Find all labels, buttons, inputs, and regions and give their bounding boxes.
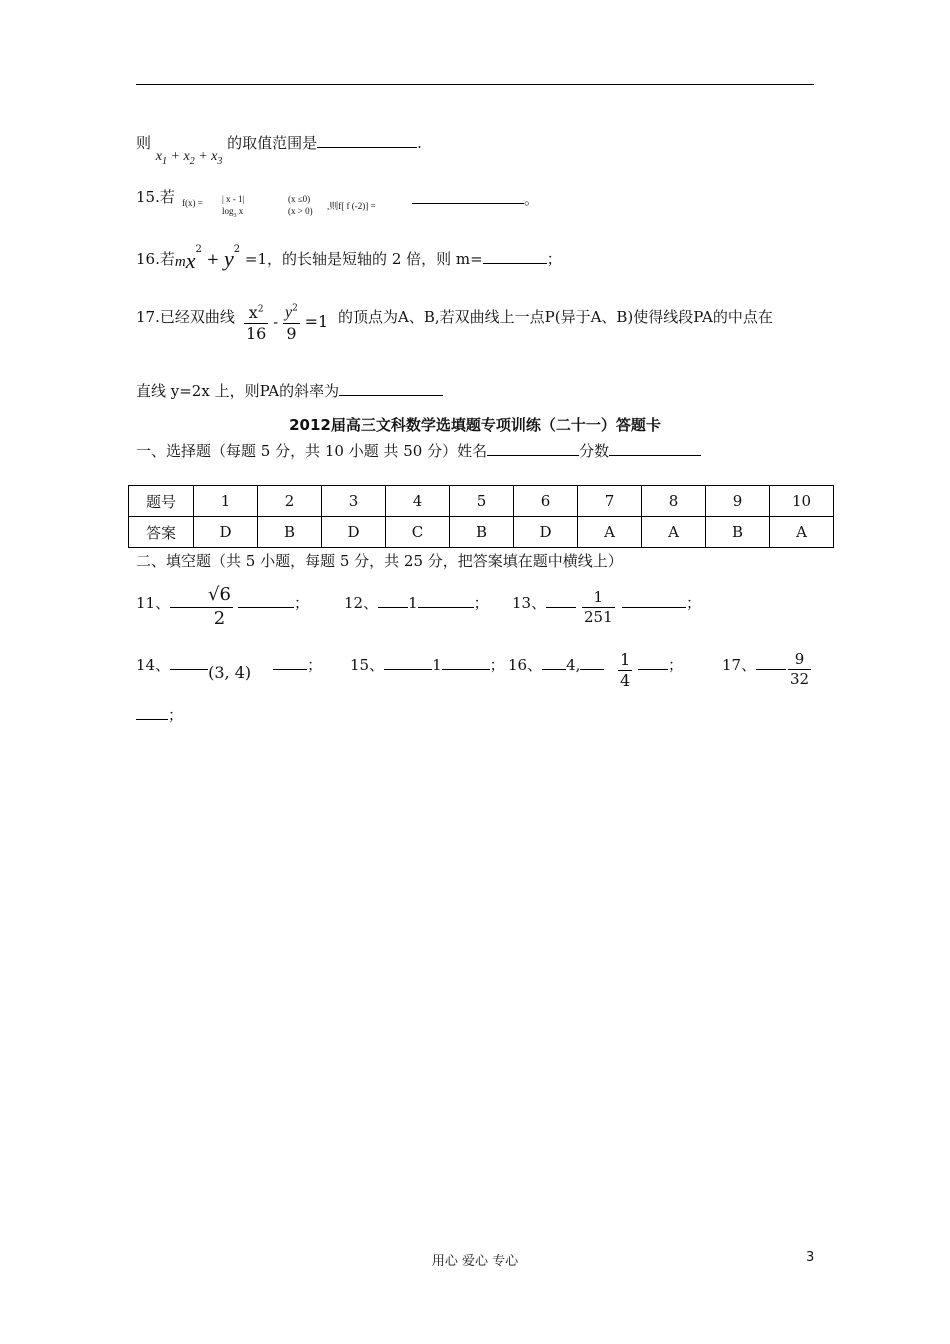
header-rule [136,84,814,85]
name-blank [487,455,579,456]
a16-num: 1 [620,650,631,669]
answer-blank [418,607,474,608]
q17-text: 的顶点为A、B,若双曲线上一点P(异于A、B)使得线段PA的中点在 [338,308,773,326]
a11-num: √6 [208,584,231,605]
answer-blank [136,719,168,720]
table-cell: 8 [642,486,706,517]
q15-end: 。 [524,190,540,208]
answer-table [128,485,834,548]
answer-blank [273,669,307,670]
q17-text-line [338,306,773,327]
a15-value: 1 [432,656,442,674]
answer-17-tail [136,704,183,725]
table-cell: 9 [706,486,770,517]
q17-minus: - [273,313,279,331]
q15-number: 15. [136,188,160,206]
q17-y-den: 9 [283,323,300,344]
q15-cond2: (x > 0) [288,206,313,216]
a17-num: 9 [794,650,805,668]
q17-x-num: x [248,302,258,322]
a16-label: 16、 [508,656,543,674]
separator: ； [168,706,184,724]
separator: ； [489,656,505,674]
question-15 [136,186,175,207]
answer-blank [412,203,524,204]
answer-blank [170,669,208,670]
answer-15 [350,654,505,675]
separator: ； [686,594,702,612]
table-cell: A [642,517,706,548]
answer-blank [339,395,443,396]
score-blank [609,455,701,456]
answer-blank [317,147,417,148]
answer-11-tail [238,592,309,613]
q16-text: ，的长轴是短轴的 2 倍，则 m= [267,250,483,268]
table-cell: 6 [514,486,578,517]
separator: ； [668,656,684,674]
answer-blank [546,607,576,608]
a11-den: 2 [206,607,233,631]
a14-label: 14、 [136,656,171,674]
answer-11-value [206,584,233,630]
answer-16-tail [638,654,683,675]
table-cell: B [706,517,770,548]
a17-den: 32 [790,669,810,688]
q15-cond1: (x ≤0) [288,194,311,204]
q16-eq: =1 [244,250,268,268]
q16-plus: + [206,250,220,268]
a15-label: 15、 [350,656,385,674]
q16-end: ； [546,250,562,268]
q14-tail: 则 $x_1 + x_2 + x_3$ 的取值范围是 . [136,134,422,167]
table-cell: B [258,517,322,548]
table-cell: 7 [578,486,642,517]
separator: ； [473,594,489,612]
a17-label: 17、 [722,656,757,674]
q15-func-lhs: f(x) = [182,198,203,208]
q15-case2: log [222,206,234,216]
q16-number: 16. [136,250,160,268]
answer-blank [238,607,294,608]
separator: ； [294,594,310,612]
a13-label: 13、 [512,594,547,612]
answer-blank [542,669,566,670]
separator: ； [307,656,323,674]
page-number-text: 3 [806,1250,815,1265]
q17-number: 17. [136,308,160,326]
question-17 [136,306,235,327]
q15-tail-text: ,则f[ f (-2)] = [327,201,376,211]
section2-text: 二、填空题（共 5 小题，每题 5 分，共 25 分，把答案填在题中横线上） [136,552,623,570]
answer-13-value [582,588,615,627]
a14-value: (3, 4) [208,663,252,682]
q16-x: x [185,248,196,273]
answer-16-label [508,654,604,675]
table-header-label: 题号 [129,486,194,517]
table-cell: D [322,517,386,548]
q17-prefix: 已经双曲线 [159,308,235,326]
table-cell: 4 [386,486,450,517]
answer-blank [170,607,208,608]
a13-den: 251 [584,607,613,626]
q17-y-num: y [285,304,293,321]
q15-prefix: 若 [159,188,175,206]
q16-prefix: 若 [159,250,175,268]
table-cell: 1 [194,486,258,517]
table-cell: 5 [450,486,514,517]
table-row [129,517,834,548]
a12-label: 12、 [344,594,379,612]
answer-blank [580,669,604,670]
q15-tail [327,199,376,212]
q17-line2 [136,380,443,401]
answer-blank [384,669,432,670]
a11-label: 11、 [136,594,171,612]
table-cell: C [386,517,450,548]
answer-blank [442,669,490,670]
answer-16-fraction [618,650,632,691]
answer-blank [483,263,547,264]
table-cell: D [514,517,578,548]
section1-text: 一、选择题（每题 5 分，共 10 小题 共 50 分）姓名 [136,442,488,460]
answer-11-label [136,592,208,613]
table-cell: 3 [322,486,386,517]
q17-x-den: 16 [246,323,267,343]
q15-cases: | x - 1| $\log_3 x$ [222,194,245,219]
section2-heading [136,550,623,571]
answer-14 [136,654,323,682]
q16-m: m [174,254,186,270]
q17-eq: =1 [304,312,329,331]
table-cell: A [578,517,642,548]
page-number [806,1250,814,1265]
a16-den: 4 [620,671,631,690]
table-cell: A [770,517,834,548]
q15-case1: | x - 1| [222,194,245,204]
answer-blank [756,669,786,670]
answer-blank [622,607,686,608]
score-label: 分数 [579,442,610,460]
table-cell: D [194,517,258,548]
q15-function [182,198,203,209]
table-cell: 2 [258,486,322,517]
table-cell: 10 [770,486,834,517]
table-row [129,486,834,517]
x-sum-expression: $x_1 + x_2 + x_3$ [155,149,223,167]
answer-blank [378,607,408,608]
q17-hyperbola: $\frac{x^2}{16}$ - $\frac{y^2}{9}$ =1 [246,302,329,343]
answer-17-label [722,654,786,675]
answer-13-label [512,592,576,613]
answer-12 [344,592,489,613]
q16-y: y [224,246,234,271]
a12-value: 1 [408,594,418,612]
q17-line2-text: 直线 y=2x 上，则PA的斜率为 [136,382,340,400]
q15-blank [412,188,539,209]
answer-13-tail [622,592,701,613]
a16-value: 4, [566,656,581,674]
a13-num: 1 [593,588,604,606]
table-cell: B [450,517,514,548]
q14-suffix: 的取值范围是 [227,134,318,152]
answer-17-fraction [788,650,811,689]
answer-card-title-text: 2012届高三文科数学选填题专项训练（二十一）答题卡 [289,416,661,434]
footer-text: 用心 爱心 专心 [431,1254,519,1269]
q15-conditions [288,193,313,217]
answer-card-title [0,414,950,435]
question-16: 16.若$mx^2 + y^2 =1$，的长轴是短轴的 2 倍，则 m= ； [136,244,562,273]
table-answer-label: 答案 [129,517,194,548]
q14-prefix: 则 [136,134,152,152]
section1-heading [136,440,701,461]
answer-blank [638,669,668,670]
